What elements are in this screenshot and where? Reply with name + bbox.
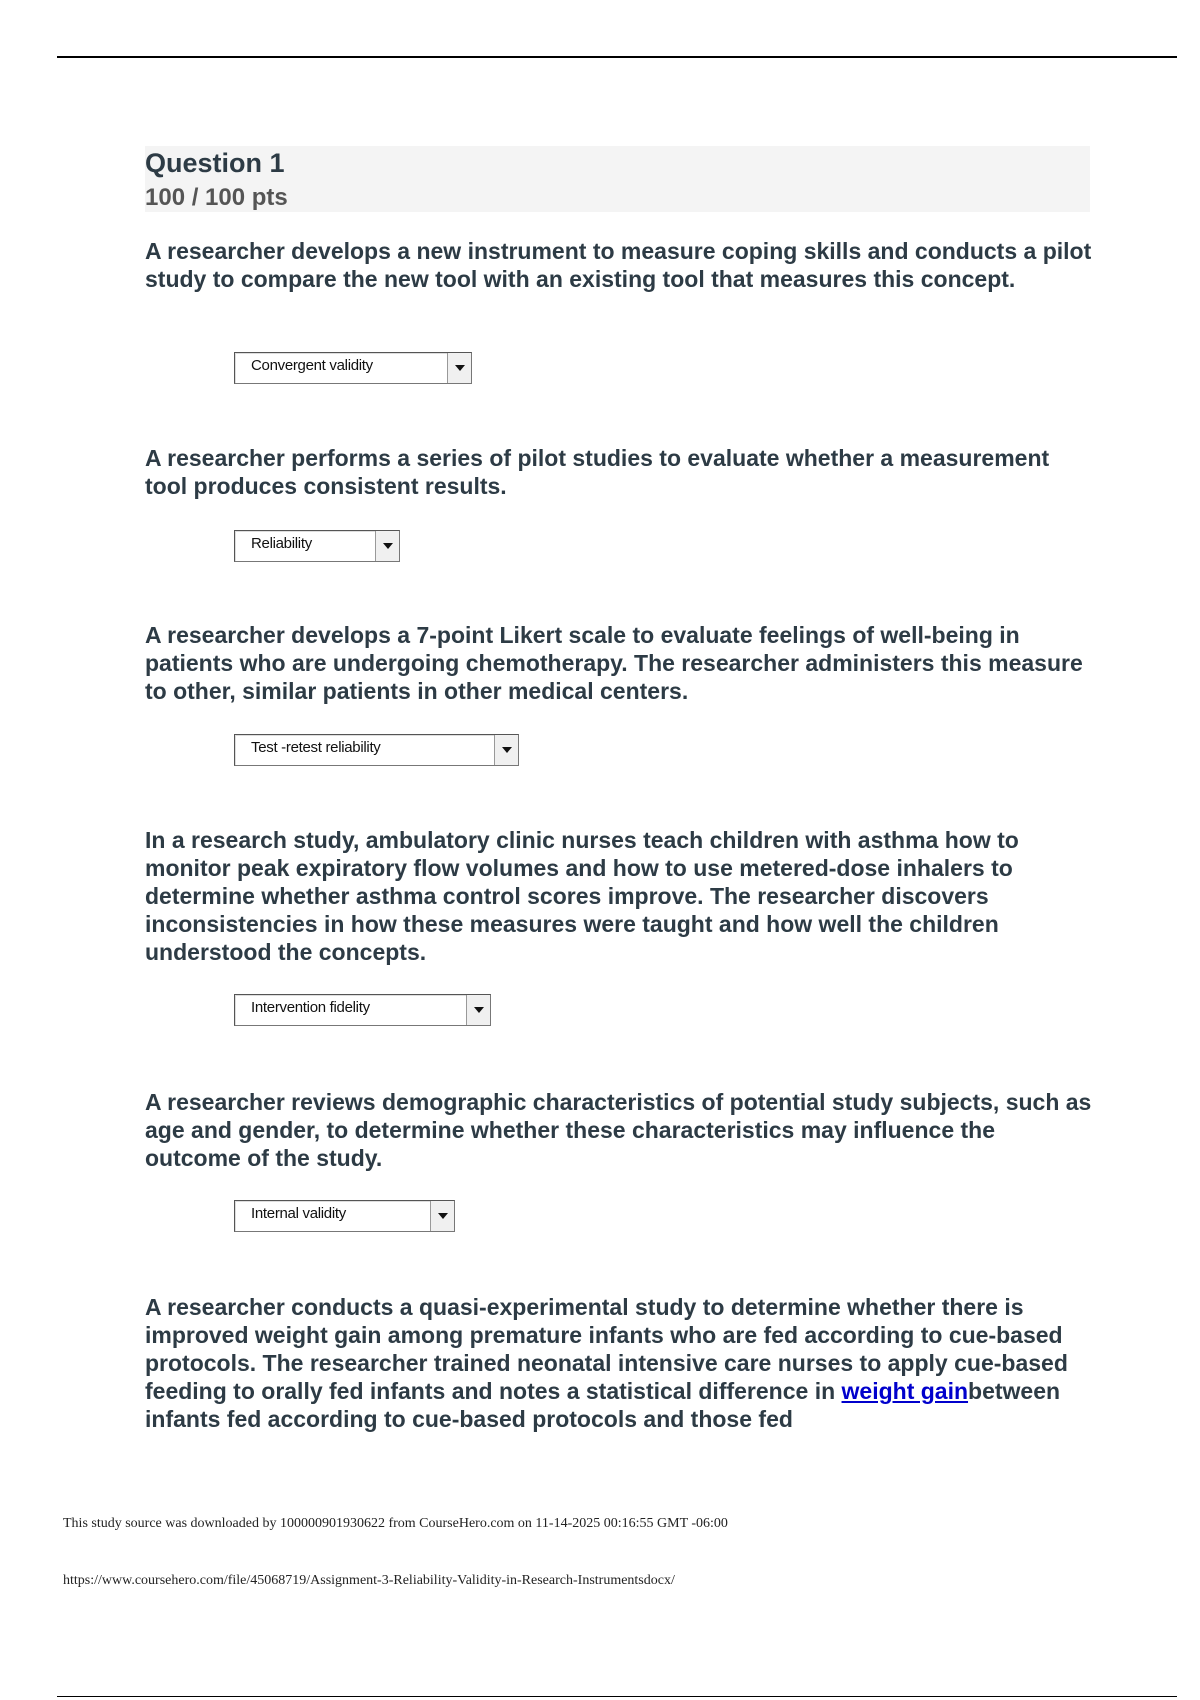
chevron-down-icon xyxy=(383,543,393,549)
answer-select-2[interactable] xyxy=(234,530,400,562)
dropdown-button[interactable] xyxy=(494,735,518,765)
chevron-down-icon xyxy=(455,365,465,371)
top-rule xyxy=(57,56,1177,58)
prompt-2: A researcher performs a series of pilot studies to evaluate whether a measurement tool produces consistent results. xyxy=(145,445,1050,499)
answer-select-5[interactable] xyxy=(234,1200,455,1232)
chevron-down-icon xyxy=(438,1213,448,1219)
prompt-6-text: A researcher conducts a quasi-experimental study to determine whether there is improved weight gain among premature infants who are fed according to cue-based protocols. The researcher trained neonatal intensive care nurses to apply cue-based feeding to orally fed infants and notes a statistical difference in xyxy=(145,1294,1068,1404)
select-value: Intervention fidelity xyxy=(251,999,370,1016)
chevron-down-icon xyxy=(502,747,512,753)
chevron-down-icon xyxy=(474,1007,484,1013)
bottom-rule xyxy=(57,1696,1177,1697)
select-value: Reliability xyxy=(251,535,312,552)
answer-select-3[interactable] xyxy=(234,734,519,766)
download-notice: This study source was downloaded by 100000901930622 from CourseHero.com on 11-14-2025 00:16:55 GMT -06:00 xyxy=(63,1516,728,1531)
question-title: Question 1 xyxy=(145,148,285,178)
prompt-4: In a research study, ambulatory clinic nurses teach children with asthma how to monitor peak expiratory flow volumes and how to use metered-dose inhalers to determine whether asthma control scores improve. The researcher discovers inconsistencies in how these measures were taught and how well the children understood the concepts. xyxy=(145,827,1019,965)
select-value: Internal validity xyxy=(251,1205,346,1222)
answer-select-1[interactable] xyxy=(234,352,472,384)
weight-gain-link[interactable]: weight gain xyxy=(841,1378,969,1404)
select-value: Test -retest reliability xyxy=(251,739,381,756)
dropdown-button[interactable] xyxy=(466,995,490,1025)
select-value: Convergent validity xyxy=(251,357,373,374)
prompt-3: A researcher develops a 7-point Likert scale to evaluate feelings of well-being in patients who are undergoing chemotherapy. The researcher administers this measure to other, similar patients in other medical centers. xyxy=(145,622,1083,704)
question-header xyxy=(145,146,1090,212)
prompt-6-text-end: between infants fed according to cue-based protocols and those fed xyxy=(145,1378,1061,1432)
prompt-5: A researcher reviews demographic characteristics of potential study subjects, such as age and gender, to determine whether these characteristics may influence the outcome of the study. xyxy=(145,1089,1092,1171)
dropdown-button[interactable] xyxy=(375,531,399,561)
dropdown-button[interactable] xyxy=(447,353,471,383)
source-url: https://www.coursehero.com/file/45068719/Assignment-3-Reliability-Validity-in-Research-Instrumentsdocx/ xyxy=(63,1573,675,1588)
answer-select-4[interactable] xyxy=(234,994,491,1026)
prompt-6 xyxy=(145,1293,1095,1433)
question-points: 100 / 100 pts xyxy=(145,184,288,211)
dropdown-button[interactable] xyxy=(430,1201,454,1231)
prompt-1: A researcher develops a new instrument to measure coping skills and conducts a pilot study to compare the new tool with an existing tool that measures this concept. xyxy=(145,238,1092,292)
